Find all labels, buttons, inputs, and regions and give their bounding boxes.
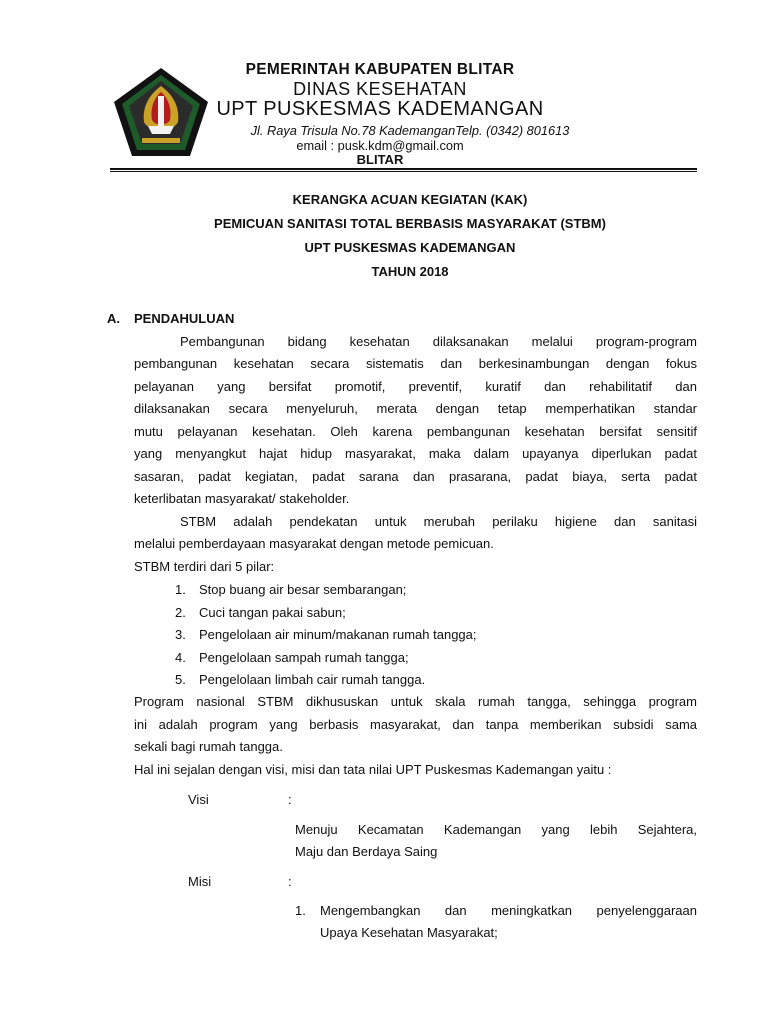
paragraph-1-line: mutu pelayanan kesehatan. Oleh karena pembangunan kesehatan bersifat sensitif bbox=[134, 424, 697, 439]
misi-item-line: Mengembangkan dan meningkatkan penyelenggaraan bbox=[320, 903, 697, 918]
section-letter: A. bbox=[107, 311, 120, 326]
paragraph-1-line: sasaran, padat kegiatan, padat sarana dan prasarana, padat biaya, serta padat bbox=[134, 469, 697, 484]
paragraph-1-line: yang menyangkut hajat hidup masyarakat, maka dalam upayanya diperlukan padat bbox=[134, 446, 697, 461]
list-item-text: Pengelolaan air minum/makanan rumah tangga; bbox=[199, 627, 477, 642]
paragraph-3-line: ini adalah program yang berbasis masyarakat, dan tanpa memberikan subsidi sama bbox=[134, 717, 697, 732]
document-title-line-1: KERANGKA ACUAN KEGIATAN (KAK) bbox=[292, 192, 528, 207]
list-item bbox=[175, 627, 477, 642]
document-title-line-2: PEMICUAN SANITASI TOTAL BERBASIS MASYARAKAT (STBM) bbox=[214, 216, 606, 231]
paragraph-1-line: dilaksanakan secara menyeluruh, merata dengan tetap memperhatikan standar bbox=[134, 401, 697, 416]
list-item-text: Stop buang air besar sembarangan; bbox=[199, 582, 407, 597]
document-title-line-3: UPT PUSKESMAS KADEMANGAN bbox=[304, 240, 516, 255]
paragraph-2-line: melalui pemberdayaan masyarakat dengan metode pemicuan. bbox=[134, 536, 494, 551]
misi-item-number: 1. bbox=[295, 903, 306, 918]
list-item bbox=[175, 605, 346, 620]
paragraph-3-line: Program nasional STBM dikhususkan untuk skala rumah tangga, sehingga program bbox=[134, 694, 697, 709]
list-item-number: 5. bbox=[175, 672, 186, 687]
letterhead-city: BLITAR bbox=[356, 152, 404, 167]
paragraph-2-line: STBM adalah pendekatan untuk merubah perilaku higiene dan sanitasi bbox=[180, 514, 697, 529]
letterhead-email: email : pusk.kdm@gmail.com bbox=[296, 138, 464, 153]
list-item-number: 2. bbox=[175, 605, 186, 620]
misi-colon: : bbox=[288, 874, 292, 889]
paragraph-1-line: Pembangunan bidang kesehatan dilaksanakan melalui program-program bbox=[180, 334, 697, 349]
list-item bbox=[175, 650, 409, 665]
list-item-number: 1. bbox=[175, 582, 186, 597]
paragraph-1-line: pelayanan yang bersifat promotif, preventif, kuratif dan rehabilitatif dan bbox=[134, 379, 697, 394]
list-item-text: Cuci tangan pakai sabun; bbox=[199, 605, 346, 620]
letterhead-address: Jl. Raya Trisula No.78 KademanganTelp. (0342) 801613 bbox=[250, 123, 570, 138]
letterhead-government: PEMERINTAH KABUPATEN BLITAR bbox=[245, 61, 515, 78]
pilar-intro: STBM terdiri dari 5 pilar: bbox=[134, 559, 275, 574]
paragraph-3-line: sekali bagi rumah tangga. bbox=[134, 739, 283, 754]
list-item-number: 3. bbox=[175, 627, 186, 642]
visi-text-line: Menuju Kecamatan Kademangan yang lebih Sejahtera, bbox=[295, 822, 697, 837]
paragraph-4-line: Hal ini sejalan dengan visi, misi dan tata nilai UPT Puskesmas Kademangan yaitu : bbox=[134, 762, 612, 777]
visi-text-line: Maju dan Berdaya Saing bbox=[295, 844, 438, 859]
list-item-number: 4. bbox=[175, 650, 186, 665]
list-item-text: Pengelolaan sampah rumah tangga; bbox=[199, 650, 409, 665]
list-item bbox=[175, 582, 406, 597]
list-item-text: Pengelolaan limbah cair rumah tangga. bbox=[199, 672, 426, 687]
section-title: PENDAHULUAN bbox=[134, 311, 235, 326]
letterhead-institution: UPT PUSKESMAS KADEMANGAN bbox=[216, 98, 544, 120]
misi-item-line: Upaya Kesehatan Masyarakat; bbox=[320, 925, 498, 940]
letterhead-divider bbox=[110, 168, 697, 170]
document-title-line-4: TAHUN 2018 bbox=[371, 264, 449, 279]
kabupaten-blitar-emblem-icon bbox=[112, 66, 210, 158]
letterhead-department: DINAS KESEHATAN bbox=[293, 79, 467, 99]
letterhead-divider-thin bbox=[110, 171, 697, 172]
visi-colon: : bbox=[288, 792, 292, 807]
section-heading bbox=[107, 311, 234, 326]
list-item bbox=[175, 672, 425, 687]
paragraph-1-line: pembangunan kesehatan secara sistematis dan berkesinambungan dengan fokus bbox=[134, 356, 697, 371]
paragraph-1-line: keterlibatan masyarakat/ stakeholder. bbox=[134, 491, 350, 506]
misi-label: Misi bbox=[188, 874, 212, 889]
visi-label: Visi bbox=[188, 792, 209, 807]
